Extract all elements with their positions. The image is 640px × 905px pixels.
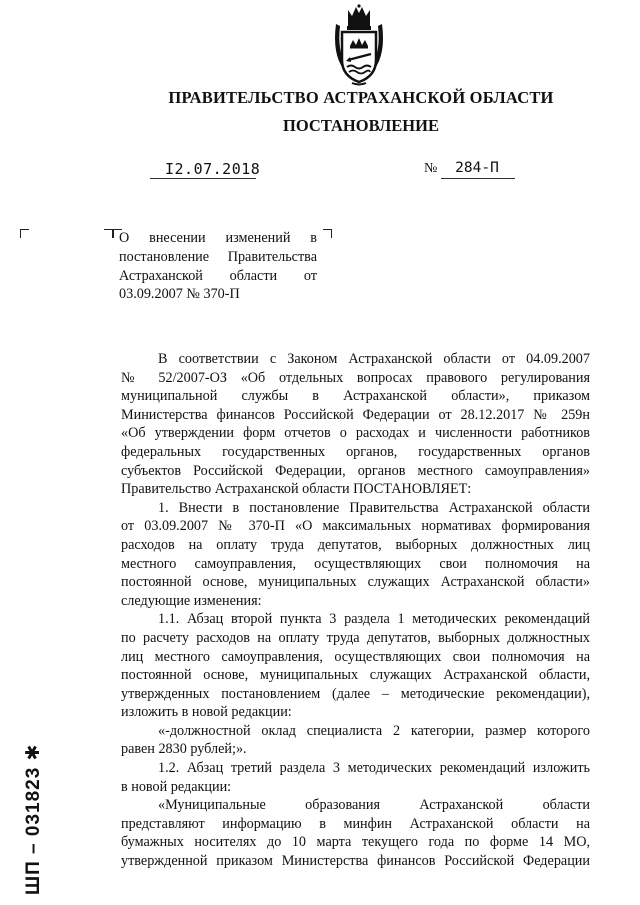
subject-line: Астраханской области от	[119, 267, 317, 284]
body-line: равен 2830 рублей;».	[121, 741, 247, 758]
body-line: В соответствии с Законом Астраханской области от 04.09.2007	[158, 351, 590, 367]
body-line: изложить в новой редакции:	[121, 704, 292, 721]
body-line: федеральных государственных органов, государственных органов	[121, 443, 590, 460]
body-line: муниципальной службы в Астраханской области», приказом	[121, 388, 590, 405]
organization-title: ПРАВИТЕЛЬСТВО АСТРАХАНСКОЙ ОБЛАСТИ	[168, 88, 554, 107]
document-number: 284-П	[455, 160, 499, 176]
document-date: I2.07.2018	[165, 160, 261, 178]
body-line: бумажных носителях до 10 марта текущего года по форме 14 МО,	[121, 834, 590, 851]
body-line: Министерства финансов Российской Федерации от 28.12.2017 № 259н	[121, 406, 590, 423]
body-line: представляют информацию в минфин Астраханской области на	[121, 815, 590, 832]
body-line: местного самоуправления, осуществляющих свои полномочия на	[121, 555, 590, 572]
document-subject	[119, 229, 317, 304]
body-line: расходов на оплату труда депутатов, выборных должностных лиц	[121, 536, 590, 553]
body-line: лиц местного самоуправления, осуществляющих свои полномочия на	[121, 648, 590, 665]
registration-stamp: ШП – 031823 ✱	[23, 743, 44, 895]
body-line: «Об утверждении форм отчетов о расходах и численности работников	[121, 425, 590, 442]
document-type: ПОСТАНОВЛЕНИЕ	[283, 116, 439, 135]
subject-line: О внесении изменений в	[119, 230, 317, 246]
body-line: субъектов Российской Федерации, органов местного самоуправления»	[121, 462, 590, 479]
body-line: № 52/2007-ОЗ «Об отдельных вопросах правового регулирования	[121, 369, 590, 386]
number-underline	[441, 178, 515, 179]
document-body	[121, 350, 590, 871]
body-line: утвержденных постановлением (далее – методические рекомендации),	[121, 685, 590, 702]
body-line: следующие изменения:	[121, 592, 262, 609]
subject-line: постановление Правительства	[119, 248, 317, 265]
body-line: «Муниципальные образования Астраханской области	[158, 797, 590, 814]
coat-of-arms-emblem	[330, 4, 388, 86]
body-line: по расчету расходов на оплату труда депутатов, выборных должностных	[121, 629, 590, 646]
date-underline	[150, 178, 256, 179]
body-line: постоянной основе, муниципальных служащих Астраханской области»	[121, 574, 590, 591]
body-line: постоянной основе, муниципальных служащих Астраханской области,	[121, 667, 590, 684]
subject-line: 03.09.2007 № 370-П	[119, 286, 240, 303]
body-line: «-должностной оклад специалиста 2 категории, размер которого	[158, 722, 590, 739]
body-line: от 03.09.2007 № 370-П «О максимальных нормативах формирования	[121, 518, 590, 535]
number-sign: №	[424, 161, 438, 176]
body-line: утвержденной приказом Министерства финансов Российской Федерации	[121, 853, 590, 870]
left-margin-bracket	[20, 229, 29, 238]
body-line: 1.1. Абзац второй пункта 3 раздела 1 методических рекомендаций	[158, 611, 590, 628]
body-line: в новой редакции:	[121, 778, 232, 795]
subject-close-bracket	[323, 229, 332, 238]
body-line: 1.2. Абзац третий раздела 3 методических рекомендаций изложить	[158, 760, 590, 777]
subject-open-bracket-outer	[104, 229, 113, 238]
body-line: Правительство Астраханской области ПОСТАНОВЛЯЕТ:	[121, 481, 472, 498]
body-line: 1. Внести в постановление Правительства Астраханской области	[158, 499, 590, 516]
